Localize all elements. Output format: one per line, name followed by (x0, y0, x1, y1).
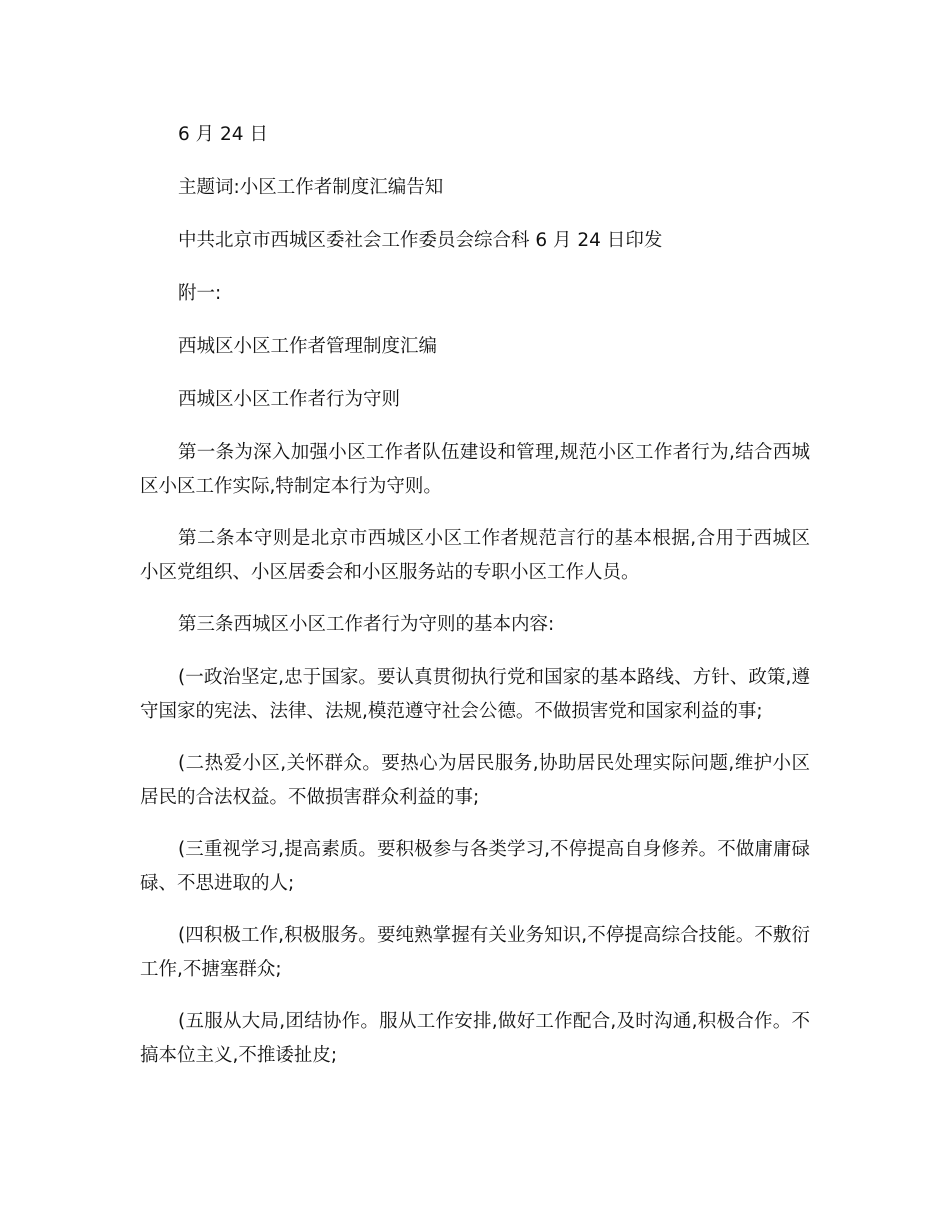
clause-3: (三重视学习,提高素质。要积极参与各类学习,不停提高自身修养。不做庸庸碌碌、不思进取的人; (140, 839, 810, 894)
clause-1: (一政治坚定,忠于国家。要认真贯彻执行党和国家的基本路线、方针、政策,遵守国家的宪法、法律、法规,模范遵守社会公德。不做损害党和国家利益的事; (140, 667, 810, 722)
article-1: 第一条为深入加强小区工作者队伍建设和管理,规范小区工作者行为,结合西城区小区工作实际,特制定本行为守则。 (140, 442, 810, 497)
compilation-title: 西城区小区工作者管理制度汇编 (178, 336, 438, 357)
article-2: 第二条本守则是北京市西城区小区工作者规范言行的基本根据,合用于西城区小区党组织、小区居委会和小区服务站的专职小区工作人员。 (140, 528, 810, 583)
clause-4: (四积极工作,积极服务。要纯熟掌握有关业务知识,不停提高综合技能。不敷衍工作,不搪塞群众; (140, 925, 810, 980)
subject-keywords: 主题词:小区工作者制度汇编告知 (178, 177, 444, 198)
issuer-line: 中共北京市西城区委社会工作委员会综合科 6 月 24 日印发 (178, 230, 663, 251)
attachment-label: 附一: (178, 283, 222, 304)
code-title: 西城区小区工作者行为守则 (178, 389, 401, 410)
date-line: 6 月 24 日 (178, 124, 268, 145)
clause-5: (五服从大局,团结协作。服从工作安排,做好工作配合,及时沟通,积极合作。不搞本位主义,不推诿扯皮; (140, 1011, 810, 1066)
article-3: 第三条西城区小区工作者行为守则的基本内容: (178, 614, 555, 635)
document-body (140, 118, 810, 1091)
clause-2: (二热爱小区,关怀群众。要热心为居民服务,协助居民处理实际问题,维护小区居民的合法权益。不做损害群众利益的事; (140, 753, 810, 808)
